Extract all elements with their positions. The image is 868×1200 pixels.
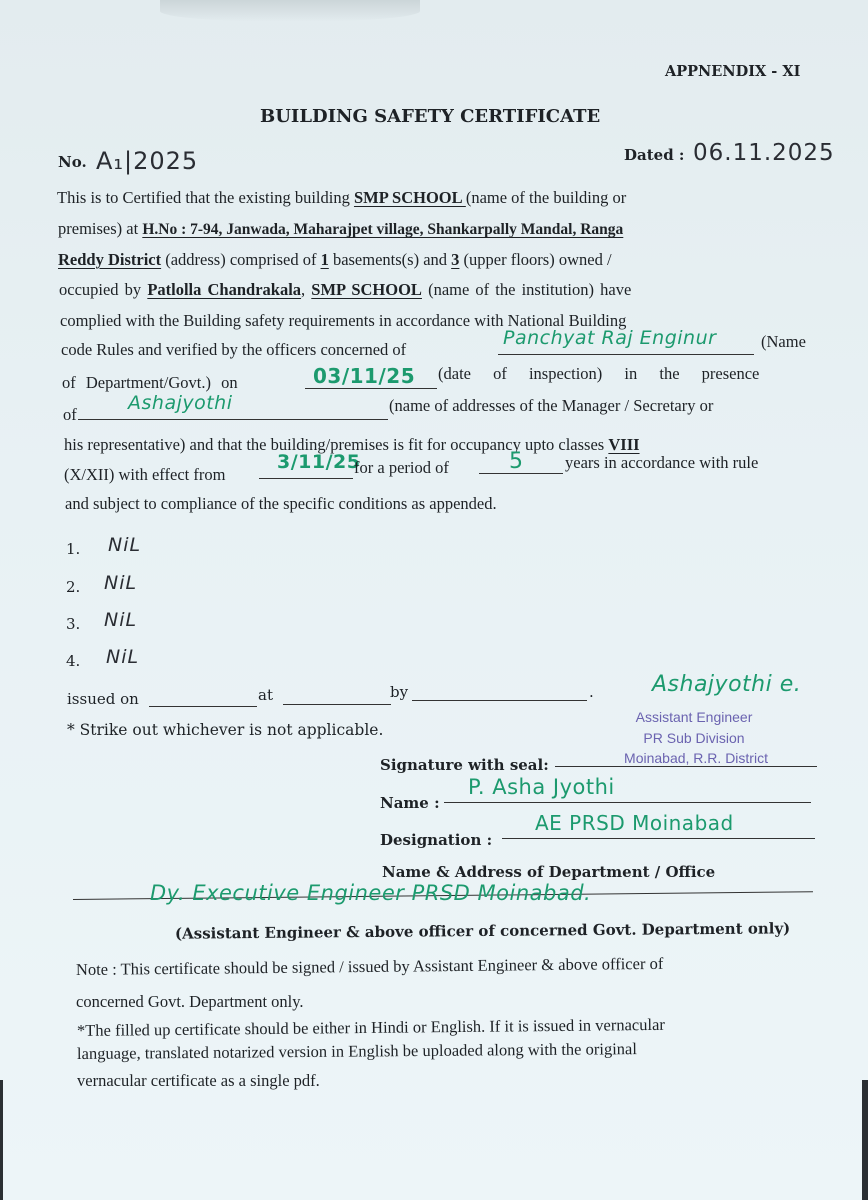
text: his representative) and that the building/premises is fit for occupancy upto classes xyxy=(64,435,609,454)
signature-line xyxy=(555,766,817,767)
note-2-line-3: vernacular certificate as a single pdf. xyxy=(77,1071,320,1090)
condition-value: NiL xyxy=(104,572,138,594)
note-1-line-1: Note : This certificate should be signed / issued by Assistant Engineer & above officer of xyxy=(75,953,664,979)
dated-value: 06.11.2025 xyxy=(693,140,835,166)
institution-name: SMP SCHOOL xyxy=(311,280,422,299)
condition-number: 4. xyxy=(66,652,81,670)
text: (name of the institution) have xyxy=(421,280,632,299)
name-line xyxy=(444,802,811,803)
body-line-8: of xyxy=(63,405,77,424)
signature-field[interactable]: Ashajyothi e. xyxy=(652,672,802,697)
note-2-line-2: language, translated notarized version in English be uploaded along with the original xyxy=(76,1039,637,1063)
address-part-1: H.No : 7-94, Janwada, Maharajpet village, Shankarpally Mandal, Ranga xyxy=(142,221,624,238)
note-2-line-1: *The filled up certificate should be either in Hindi or English. If it is issued in vernacular xyxy=(76,1014,665,1040)
by-label: by xyxy=(390,683,409,701)
condition-number: 2. xyxy=(66,578,81,596)
issued-on-field[interactable] xyxy=(149,706,257,707)
upper-floors-count: 3 xyxy=(451,250,460,269)
department-field-line xyxy=(498,354,754,355)
condition-item-2 xyxy=(66,572,138,596)
designation-line xyxy=(502,838,815,839)
name-label: Name : xyxy=(380,794,440,812)
appendix-label: APPNENDIX - XI xyxy=(665,63,801,80)
owner-name: Patlolla Chandrakala xyxy=(147,280,302,299)
condition-value: NiL xyxy=(108,534,142,556)
scan-edge-left xyxy=(0,1080,3,1200)
text: (address) comprised of xyxy=(161,250,321,269)
presence-name-field[interactable]: Ashajyothi xyxy=(128,392,233,414)
issued-by-field[interactable] xyxy=(412,700,587,701)
note-1-line-2: concerned Govt. Department only. xyxy=(76,992,304,1011)
presence-name-line xyxy=(78,419,388,420)
text: premises) at xyxy=(58,219,143,238)
body-line-11: and subject to compliance of the specific conditions as appended. xyxy=(65,494,497,513)
number-label: No. xyxy=(58,153,87,171)
body-line-6: code Rules and verified by the officers concerned of xyxy=(61,340,407,359)
text: (name of addresses of the Manager / Secretary or xyxy=(389,396,714,415)
page-title: BUILDING SAFETY CERTIFICATE xyxy=(260,106,601,127)
text: for a period of xyxy=(354,458,449,477)
number-value: A₁|2025 xyxy=(96,147,199,175)
building-name: SMP SCHOOL xyxy=(353,188,466,207)
officer-note: (Assistant Engineer & above officer of concerned Govt. Department only) xyxy=(174,919,791,943)
condition-item-3 xyxy=(66,609,138,633)
classes-value: VIII xyxy=(608,435,640,454)
condition-value: NiL xyxy=(104,609,138,631)
condition-number: 3. xyxy=(66,615,81,633)
text: basements(s) and xyxy=(328,250,452,269)
effect-date-field[interactable]: 3/11/25 xyxy=(277,451,361,473)
body-line-7: of Department/Govt.) on xyxy=(62,373,238,392)
text: . xyxy=(589,683,594,701)
inspection-date-field[interactable]: 03/11/25 xyxy=(313,364,416,388)
department-office-label: Name & Address of Department / Office xyxy=(382,863,716,881)
signature-label: Signature with seal: xyxy=(380,756,549,774)
seal-line-1: Assistant Engineer xyxy=(635,709,753,725)
condition-number: 1. xyxy=(66,540,81,558)
address-part-2: Reddy District xyxy=(58,250,162,269)
designation-field[interactable]: AE PRSD Moinabad xyxy=(535,811,734,835)
text: (date of inspection) in the presence xyxy=(438,364,760,383)
paper-fold-shadow xyxy=(160,0,420,22)
body-line-4 xyxy=(59,280,631,300)
body-line-3 xyxy=(58,250,612,270)
condition-item-4 xyxy=(66,646,140,670)
department-field[interactable]: Panchyat Raj Enginur xyxy=(503,327,717,349)
effect-date-line xyxy=(259,478,353,479)
body-line-1 xyxy=(57,188,626,208)
text: , xyxy=(301,280,312,299)
department-office-field[interactable]: Dy. Executive Engineer PRSD Moinabad. xyxy=(150,881,592,905)
body-line-5: complied with the Building safety requirements in accordance with National Building xyxy=(60,311,627,330)
strike-note: * Strike out whichever is not applicable. xyxy=(67,721,384,739)
seal-line-3: Moinabad, R.R. District xyxy=(624,750,768,766)
scan-edge-right xyxy=(862,1080,868,1200)
basements-count: 1 xyxy=(320,250,329,269)
period-field[interactable]: 5 xyxy=(509,449,524,474)
inspection-date-line xyxy=(305,388,437,389)
text: (upper floors) owned / xyxy=(459,250,612,269)
seal-line-2: PR Sub Division xyxy=(643,730,745,746)
issued-on-label: issued on xyxy=(67,690,139,708)
designation-label: Designation : xyxy=(380,831,493,849)
at-label: at xyxy=(258,686,273,704)
text: occupied by xyxy=(59,280,148,299)
text: (name of the building or xyxy=(465,188,627,207)
name-field[interactable]: P. Asha Jyothi xyxy=(468,775,615,799)
condition-value: NiL xyxy=(106,646,140,668)
body-line-2 xyxy=(58,219,623,239)
issued-at-field[interactable] xyxy=(283,704,391,705)
condition-item-1 xyxy=(66,534,142,558)
body-line-10: (X/XII) with effect from xyxy=(64,465,226,484)
text: (Name xyxy=(761,332,806,351)
dated-label: Dated : xyxy=(624,146,685,164)
text: This is to Certified that the existing building xyxy=(57,188,354,207)
text: years in accordance with rule xyxy=(565,453,759,472)
